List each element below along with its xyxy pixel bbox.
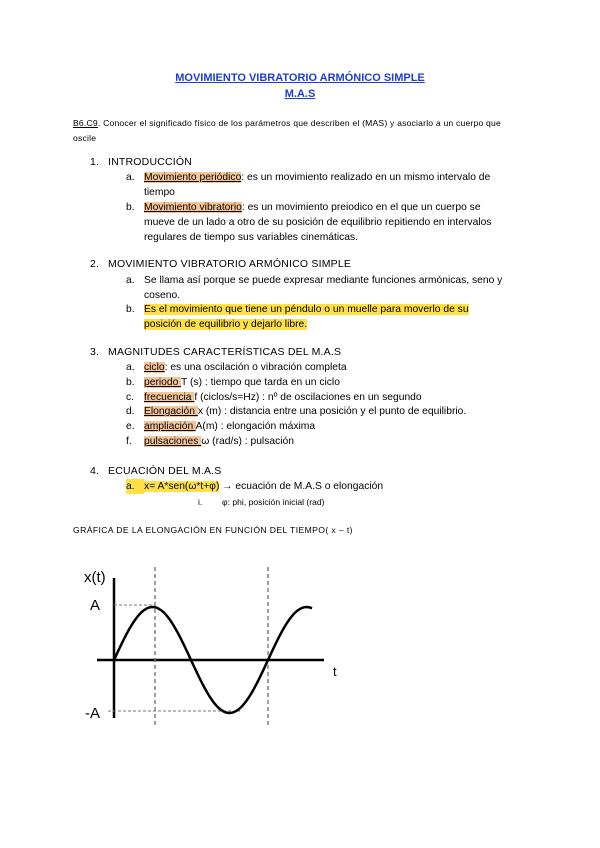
section-3-item-b: b. periodo T (s) : tiempo que tarda en un ciclo [126,377,340,388]
section-2-item-a: a. Se llama así porque se puede expresar mediante funciones armónicas, seno y coseno. [126,275,503,301]
page-subtitle: M.A.S [284,88,316,100]
page-title: MOVIMIENTO VIBRATORIO ARMÓNICO SIMPLE [175,72,425,84]
objective-code: B6.C9 [73,118,98,128]
objective-text: . Conocer el significado físico de los parámetros que describen el (MAS) y asociarlo a un cuerpo que oscile [73,118,501,143]
section-4-heading: 4. ECUACIÓN DEL M.A.S [90,465,222,477]
graph-caption: GRÁFICA DE LA ELONGACIÓN EN FUNCIÓN DEL TIEMPO( x – t) [73,525,353,535]
section-2-item-b: b. Es el movimiento que tiene un péndulo o un muelle para moverlo de su posición de equilibrio y dejarlo libre. [126,304,469,330]
section-3-item-e: e. ampliación A(m) : elongación máxima [126,421,316,432]
section-3-item-f: f. pulsaciones ω (rad/s) : pulsación [126,436,294,447]
amplitude-label: A [90,597,101,614]
section-3-item-a: a. ciclo: es una oscilación o vibración completa [126,362,347,373]
section-3-item-c: c. frecuencia f (ciclos/s=Hz) : nº de oscilaciones en un segundo [126,392,422,403]
term-highlight: Movimiento vibratorio [144,202,242,213]
section-3-heading: 3. MAGNITUDES CARACTERÍSTICAS DEL M.A.S [90,346,342,358]
x-axis-label: t [333,664,337,679]
section-1-item-b: b. Movimiento vibratorio: es un movimiento preiodico en el que un cuerpo se mueve de un lado a otro de su posición de equilibrio repitiendo en intervalos regulares de tiempo sus variables cinemáticas. [126,202,492,243]
section-4-item-a: a. x= A*sen(ω*t+φ) → ecuación de M.A.S o elongación [126,481,384,492]
equation-formula: x= A*sen(ω*t+φ) [144,481,220,492]
section-1-heading: 1. INTRODUCCIÓN [90,156,193,168]
section-2-heading: 2. MOVIMIENTO VIBRATORIO ARMÓNICO SIMPLE [90,258,352,270]
section-3-item-d: d. Elongación x (m) : distancia entre una posición y el punto de equilibrio. [126,406,467,417]
term-highlight: Movimiento periódico [144,172,242,183]
y-axis-label: x(t) [84,569,106,586]
section-1-item-a: a. Movimiento periódico: es un movimiento realizado en un mismo intervalo de tiempo [126,172,491,198]
highlighted-text: Es el movimiento que tiene un péndulo o un muelle para moverlo de su posición de equilibrio y dejarlo libre. [144,304,469,330]
neg-amplitude-label: -A [85,705,100,722]
section-4-subitem: i. φ: phi, posición inicial (rad) [198,497,325,507]
